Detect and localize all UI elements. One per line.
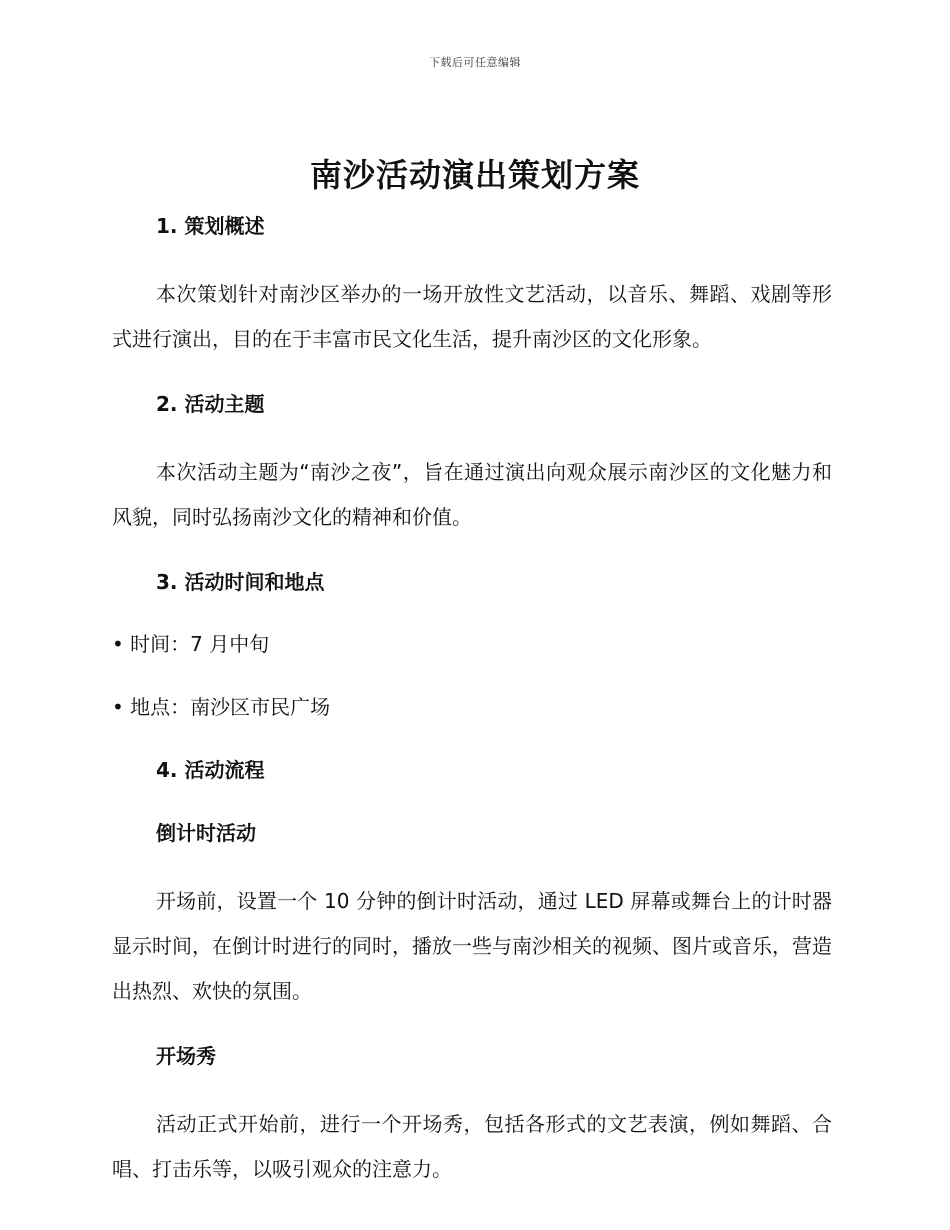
subsection-opening-show-paragraph: 活动正式开始前，进行一个开场秀，包括各形式的文艺表演，例如舞蹈、合唱、打击乐等，以吸引观众的注意力。 (112, 1112, 832, 1181)
section-1-paragraph: 本次策划针对南沙区举办的一场开放性文艺活动，以音乐、舞蹈、戏剧等形式进行演出，目的在于丰富市民文化生活，提升南沙区的文化形象。 (112, 282, 832, 351)
bullet-time: • 时间：7 月中旬 (112, 632, 270, 656)
bullet-location: • 地点：南沙区市民广场 (112, 695, 331, 719)
subsection-opening-show-heading: 开场秀 (156, 1044, 216, 1068)
header-note: 下载后可任意编辑 (429, 56, 521, 69)
section-4-heading: 4. 活动流程 (156, 758, 265, 782)
section-1-heading: 1. 策划概述 (156, 214, 265, 238)
section-2-heading: 2. 活动主题 (156, 392, 265, 416)
document-body (112, 200, 832, 1192)
subsection-countdown-heading: 倒计时活动 (156, 821, 256, 845)
section-2-paragraph: 本次活动主题为“南沙之夜”，旨在通过演出向观众展示南沙区的文化魅力和风貌，同时弘扬南沙文化的精神和价值。 (112, 460, 832, 529)
section-3-heading: 3. 活动时间和地点 (156, 570, 325, 594)
document-title: 南沙活动演出策划方案 (309, 156, 640, 194)
subsection-countdown-paragraph: 开场前，设置一个 10 分钟的倒计时活动，通过 LED 屏幕或舞台上的计时器显示时间，在倒计时进行的同时，播放一些与南沙相关的视频、图片或音乐，营造出热烈、欢快的氛围。 (112, 889, 832, 1003)
